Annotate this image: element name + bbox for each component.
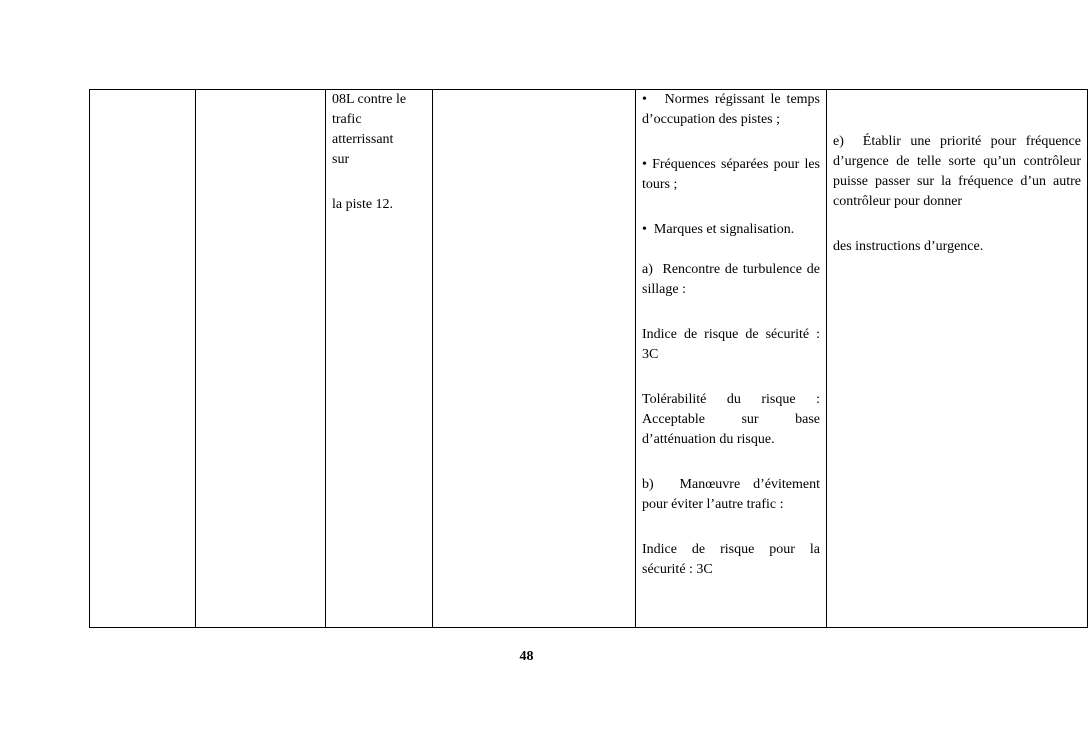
paragraph-avoidance-maneuver: b) Manœuvre d’évitement pour éviter l’autre trafic : [642,477,820,512]
cell-col6-mitigation [827,90,1088,628]
paragraph-risk-index-1: Indice de risque de sécurité : 3C [642,327,820,362]
page-number: 48 [519,649,534,664]
cell-col5-risks [636,90,827,628]
col3-line-last: la piste 12. [332,197,394,212]
col3-line: 08L contre le [332,92,407,107]
cell-col4-empty [433,90,636,628]
paragraph-runway-occupancy: • Normes régissant le temps d’occupation des pistes ; [642,92,820,127]
cell-col3-traffic [326,90,433,628]
cell-col1-empty [90,90,196,628]
paragraph-risk-index-2: Indice de risque pour la sécurité : 3C [642,542,820,577]
paragraph-markings: • Marques et signalisation. [642,222,795,237]
table-row [90,90,1088,628]
paragraph-separate-frequencies: • Fréquences séparées pour les tours ; [642,157,820,192]
paragraph-risk-tolerability: Tolérabilité du risque : Acceptable sur base d’atténuation du risque. [642,392,820,447]
document-table [89,89,1088,628]
paragraph-emergency-instructions: des instructions d’urgence. [833,239,984,254]
col3-line: atterrissant [332,132,394,147]
paragraph-wake-turbulence: a) Rencontre de turbulence de sillage : [642,262,820,297]
cell-col2-empty [196,90,326,628]
col3-line: sur [332,152,350,167]
col3-line: trafic [332,112,362,127]
paragraph-emergency-frequency: e) Établir une priorité pour fréquence d’urgence de telle sorte qu’un contrôleur puisse passer sur la fréquence d’un autre contrôleur pour donner [833,134,1081,209]
